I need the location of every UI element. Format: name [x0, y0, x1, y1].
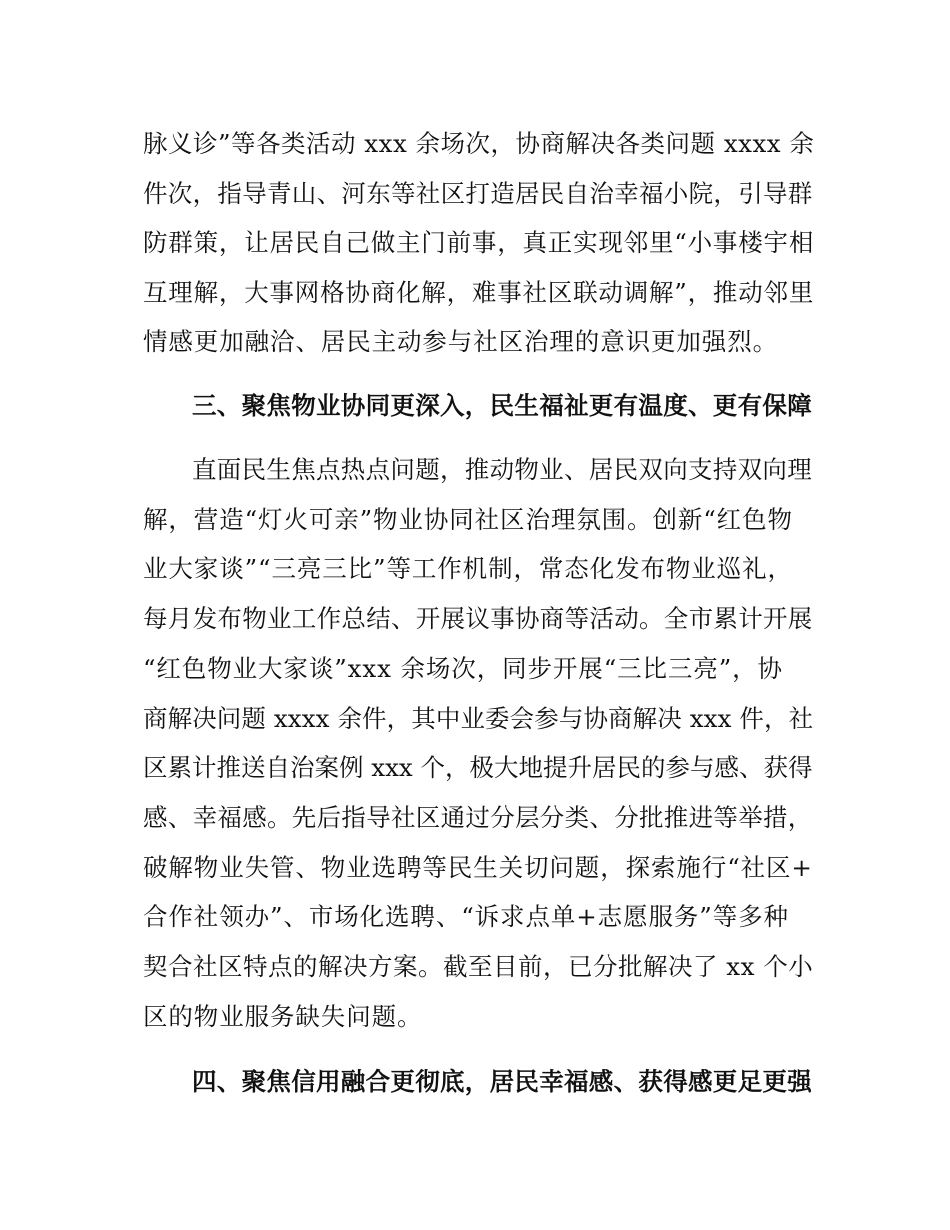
paragraph-line: 破解物业失管、物业选聘等民生关切问题，探索施行“社区+	[143, 853, 813, 882]
paragraph-line: 感、幸福感。先后指导社区通过分层分类、分批推进等举措，	[143, 803, 813, 832]
section-heading: 三、聚焦物业协同更深入，民生福祉更有温度、更有保障	[192, 391, 812, 420]
paragraph-line: 每月发布物业工作总结、开展议事协商等活动。全市累计开展	[143, 604, 813, 633]
paragraph-line: 区累计推送自治案例 xxx 个，极大地提升居民的参与感、获得	[143, 753, 813, 782]
paragraph-line: 合作社领办”、市场化选聘、“诉求点单+志愿服务”等多种	[143, 902, 789, 931]
paragraph-line: 件次，指导青山、河东等社区打造居民自治幸福小院，引导群	[143, 179, 813, 208]
paragraph-line: “红色物业大家谈”xxx 余场次，同步开展“三比三亮”，协	[143, 654, 783, 683]
paragraph-line: 互理解，大事网格协商化解，难事社区联动调解”，推动邻里	[143, 278, 815, 307]
paragraph-line: 防群策，让居民自己做主门前事，真正实现邻里“小事楼宇相	[143, 228, 815, 257]
section-heading: 四、聚焦信用融合更彻底，居民幸福感、获得感更足更强	[192, 1067, 812, 1096]
paragraph-line: 业大家谈”“三亮三比”等工作机制，常态化发布物业巡礼，	[143, 554, 793, 583]
paragraph-line: 直面民生焦点热点问题，推动物业、居民双向支持双向理	[192, 455, 812, 484]
paragraph-line: 区的物业服务缺失问题。	[143, 1002, 423, 1031]
paragraph-line: 情感更加融洽、居民主动参与社区治理的意识更加强烈。	[143, 327, 778, 356]
paragraph-line: 商解决问题 xxxx 余件，其中业委会参与协商解决 xxx 件，社	[143, 704, 814, 733]
paragraph-line: 解，营造“灯火可亲”物业协同社区治理氛围。创新“红色物	[143, 505, 793, 534]
paragraph-line: 脉义诊”等各类活动 xxx 余场次，协商解决各类问题 xxxx 余	[143, 129, 815, 158]
paragraph-line: 契合社区特点的解决方案。截至目前，已分批解决了 xx 个小	[143, 952, 814, 981]
